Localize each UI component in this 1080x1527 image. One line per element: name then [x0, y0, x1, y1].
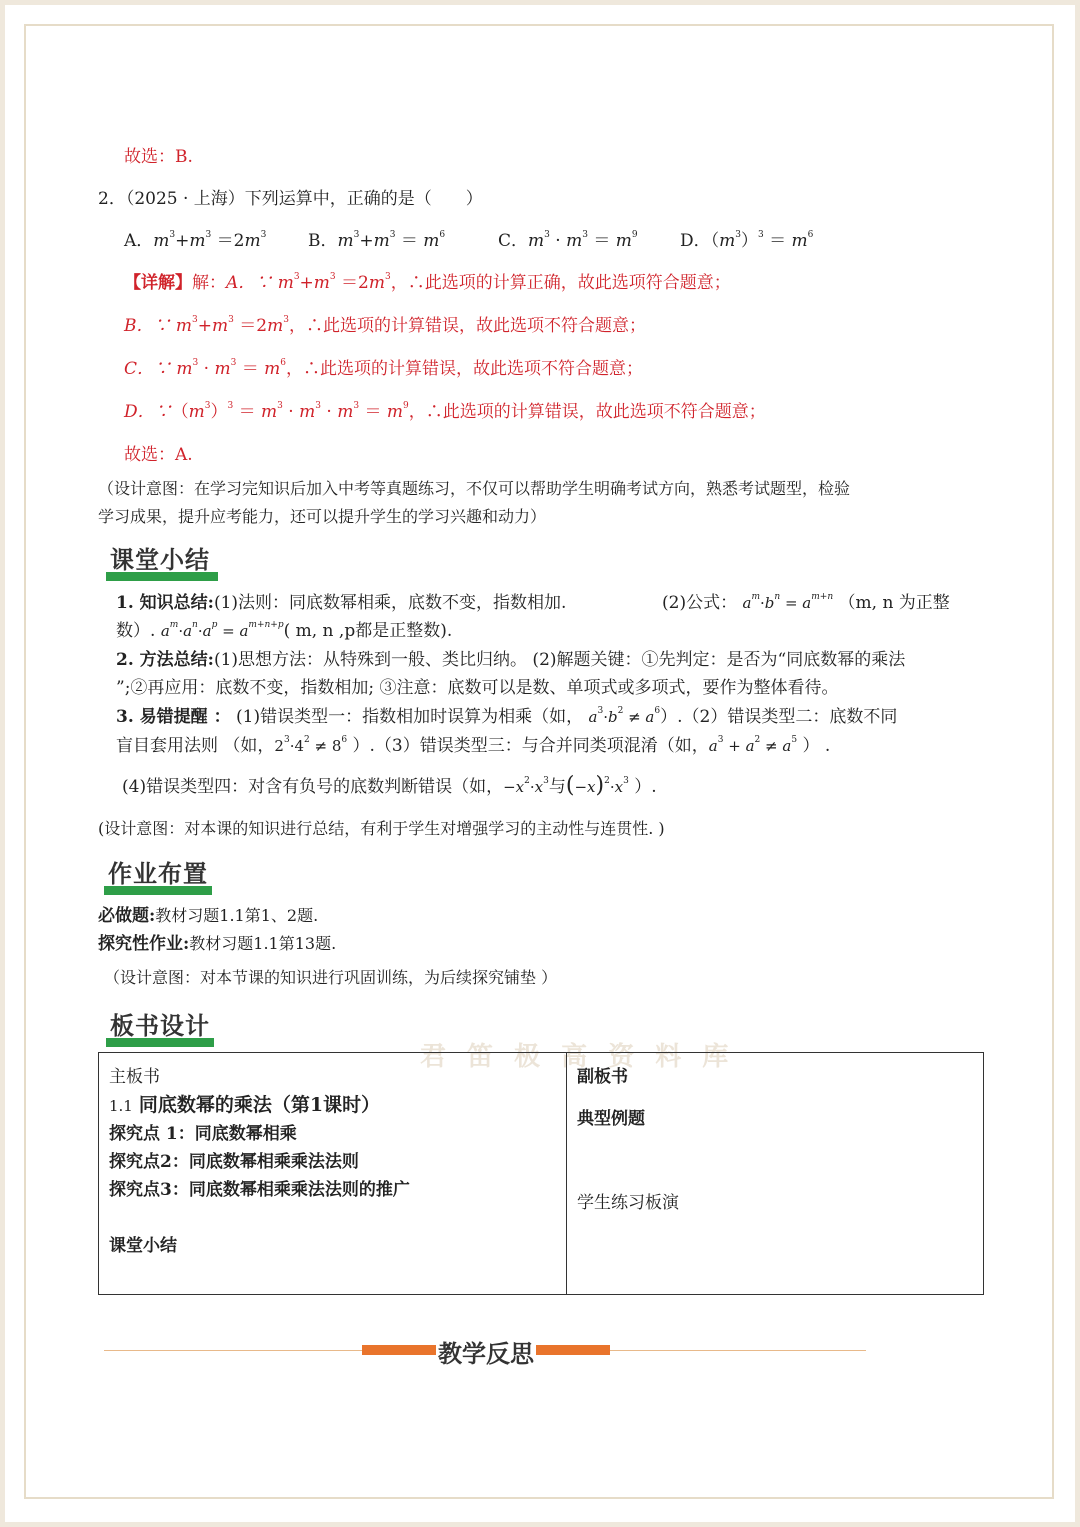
- summary-item2-text: (1)思想方法：从特殊到一般、类比归纳。 (2)解题关键：①先判定：是否为“同底数幂的乘法: [213, 650, 906, 670]
- board-heading: [110, 1006, 210, 1041]
- detail-a-tail: ，∴此选项的计算正确，故此选项符合题意；: [390, 273, 731, 293]
- homework-explore-text: 教材习题1.1第13题.: [189, 934, 337, 953]
- homework-heading: [108, 854, 208, 889]
- summary-item1-line2-tail: ( m, n ,p都是正整数).: [283, 621, 453, 641]
- option-c-label: C．: [498, 231, 529, 251]
- summary-item3-label: 3. 易错提醒 ：: [116, 707, 231, 727]
- board-table: [98, 1052, 984, 1295]
- detail-label: 【详解】: [124, 273, 192, 293]
- summary-heading-text: 课堂小结: [110, 545, 210, 574]
- detail-c-tail: ，∴此选项的计算错误，故此选项不符合题意；: [286, 359, 644, 379]
- board-sub-cell: [567, 1053, 984, 1295]
- detail-d-selector: D．∵: [124, 402, 172, 422]
- summary-item3: [116, 702, 897, 727]
- board-point-2: 探究点2：同底数幂相乘乘法法则: [109, 1152, 359, 1172]
- formula-tail: （m, n 为正整: [838, 593, 950, 613]
- q1-answer: 故选：B.: [124, 147, 193, 167]
- detail-line-a: 【详解】解：A．∵ $m^3+m^3 =2m^3$，∴此选项的计算正确，故此选项符合题意；: [124, 272, 731, 293]
- summary-item1: [116, 588, 566, 613]
- formula-am-an-ap: $a^m\cdot a^n\cdot a^p = a^{m+n+p}$: [160, 620, 284, 640]
- summary-item3-line3-b: ）.: [634, 777, 657, 797]
- option-c-exp: 9: [631, 230, 638, 240]
- formula-am-bn: $a^m\cdot b^n = a^{m+n}$: [742, 592, 834, 612]
- watermark: 君 笛 极 高 资 料 库: [420, 1042, 735, 1072]
- summary-item2-line2: ”;②再应用：底数不变，指数相加; ③注意：底数可以是数、单项式或多项式，要作为整体看待。: [116, 678, 839, 698]
- reflection-heading: 教学反思: [436, 1334, 536, 1369]
- q2-number: 2．: [98, 189, 126, 209]
- detail-d-tail: ，∴此选项的计算错误，故此选项不符合题意；: [408, 402, 766, 422]
- summary-item3-line2-b: ）.（3）错误类型三：与合并同类项混淆（如，: [352, 736, 709, 756]
- design-note-2: (设计意图：对本课的知识进行总结，有利于学生对增强学习的主动性与连贯性. ): [98, 819, 665, 838]
- board-point-3: 探究点3：同底数幂相乘乘法法则的推广: [109, 1180, 410, 1200]
- summary-item3-line2-a: 盲目套用法则 （如，: [116, 736, 275, 756]
- option-d-exp: 6: [807, 230, 814, 240]
- summary-item2: [116, 645, 905, 670]
- option-b-exp: 6: [439, 230, 446, 240]
- board-point-1: 探究点 1：同底数幂相乘: [109, 1124, 297, 1144]
- detail-b-selector: B．∵: [124, 316, 171, 336]
- summary-item3-line3-mid: 与: [548, 777, 566, 797]
- board-lesson-num: 1.1: [109, 1097, 133, 1115]
- q2-option-c: C．$m^3 \cdot m^3 = m^9$: [498, 230, 638, 251]
- option-a-label: A．: [124, 231, 154, 251]
- formula-err2: $2^3\cdot 4^2 \ne 8^6$: [274, 735, 348, 755]
- summary-item3-line3: [122, 772, 657, 798]
- detail-b-tail: ，∴此选项的计算错误，故此选项不符合题意；: [288, 316, 646, 336]
- detail-line-d: D．$\because(m^3)^3 = m^3 \cdot m^3 \cdot m^3 = m^9$，∴此选项的计算错误，故此选项不符合题意；: [124, 401, 766, 422]
- design-note-1-line2: 学习成果，提升应考能力，还可以提升学生的学习兴趣和动力）: [98, 507, 547, 526]
- q2-answer: 故选：A.: [124, 445, 193, 465]
- formula-err4a: $-x^2\cdot x^3$: [503, 776, 549, 796]
- homework-explore-label: 探究性作业:: [98, 934, 190, 954]
- detail-c-selector: C．∵: [124, 359, 172, 379]
- homework-required: [98, 901, 318, 926]
- summary-item3-text-b: ）.（2）错误类型二：底数不同: [660, 707, 898, 727]
- homework-required-text: 教材习题1.1第1、2题.: [155, 906, 319, 925]
- detail-line-b: B．∵ $m^3+m^3 =2m^3$，∴此选项的计算错误，故此选项不符合题意；: [124, 315, 646, 336]
- board-lesson-title: [109, 1091, 556, 1120]
- summary-item3-line2-c: ） .: [802, 736, 831, 756]
- summary-item3-line3-a: (4)错误类型四：对含有负号的底数判断错误（如，: [122, 777, 504, 797]
- option-d-label: D．: [680, 231, 711, 251]
- q2-option-d: D．$(m^3)^3 = m^6$: [680, 230, 814, 251]
- option-b-label: B．: [308, 231, 338, 251]
- formula-err1: $a^3\cdot b^2 \ne a^6$: [588, 706, 661, 726]
- board-summary-wrap: [109, 1232, 556, 1260]
- detail-a-selector: A．∵: [226, 273, 273, 293]
- summary-item1-line2: [116, 616, 452, 641]
- board-main-cell: [99, 1053, 567, 1295]
- design-note-1-line1: （设计意图：在学习完知识后加入中考等真题练习，不仅可以帮助学生明确考试方向，熟悉考试题型，检验: [98, 479, 851, 498]
- homework-required-label: 必做题:: [98, 906, 156, 926]
- formula-err4b: $(-x)^2\cdot x^3$: [565, 773, 629, 798]
- summary-item3-line2: [116, 731, 830, 756]
- summary-item1-formula: [662, 588, 950, 613]
- q2-stem: [98, 184, 483, 209]
- summary-item3-text-a: (1)错误类型一：指数相加时误算为相乘（如，: [236, 707, 584, 727]
- summary-item1-text: (1)法则：同底数幂相乘，底数不变，指数相加.: [213, 593, 567, 613]
- board-heading-text: 板书设计: [110, 1011, 210, 1040]
- q2-stem-text: （2025 · 上海）下列运算中，正确的是（ ）: [125, 189, 483, 209]
- formula-err3: $a^3 + a^2 \ne a^5$: [708, 735, 798, 755]
- summary-heading: [110, 540, 210, 575]
- board-summary: 课堂小结: [109, 1236, 177, 1256]
- summary-item1-line2-head: 数）.: [116, 621, 156, 641]
- detail-prefix: 解：: [192, 273, 226, 293]
- formula-label: (2)公式：: [662, 593, 738, 613]
- q2-option-a: A．$m^3+m^3 =2m^3$: [124, 230, 267, 251]
- summary-item2-label: 2. 方法总结:: [116, 650, 214, 670]
- board-main-title: 主板书: [109, 1067, 160, 1087]
- board-practice: 学生练习板演: [577, 1193, 679, 1213]
- homework-explore: [98, 929, 336, 954]
- summary-item1-label: 1. 知识总结:: [116, 593, 214, 613]
- homework-heading-text: 作业布置: [108, 859, 208, 888]
- detail-line-c: C．∵ $m^3 \cdot m^3 = m^6$，∴此选项的计算错误，故此选项不符合题意；: [124, 358, 644, 379]
- board-lesson-text: 同底数幂的乘法（第1课时）: [138, 1094, 381, 1116]
- board-examples: 典型例题: [577, 1109, 645, 1129]
- design-note-3: （设计意图：对本节课的知识进行巩固训练，为后续探究铺垫 ）: [104, 968, 558, 987]
- q2-option-b: B．$m^3+m^3 = m^6$: [308, 230, 446, 251]
- board-sub-title: 副板书: [577, 1067, 628, 1087]
